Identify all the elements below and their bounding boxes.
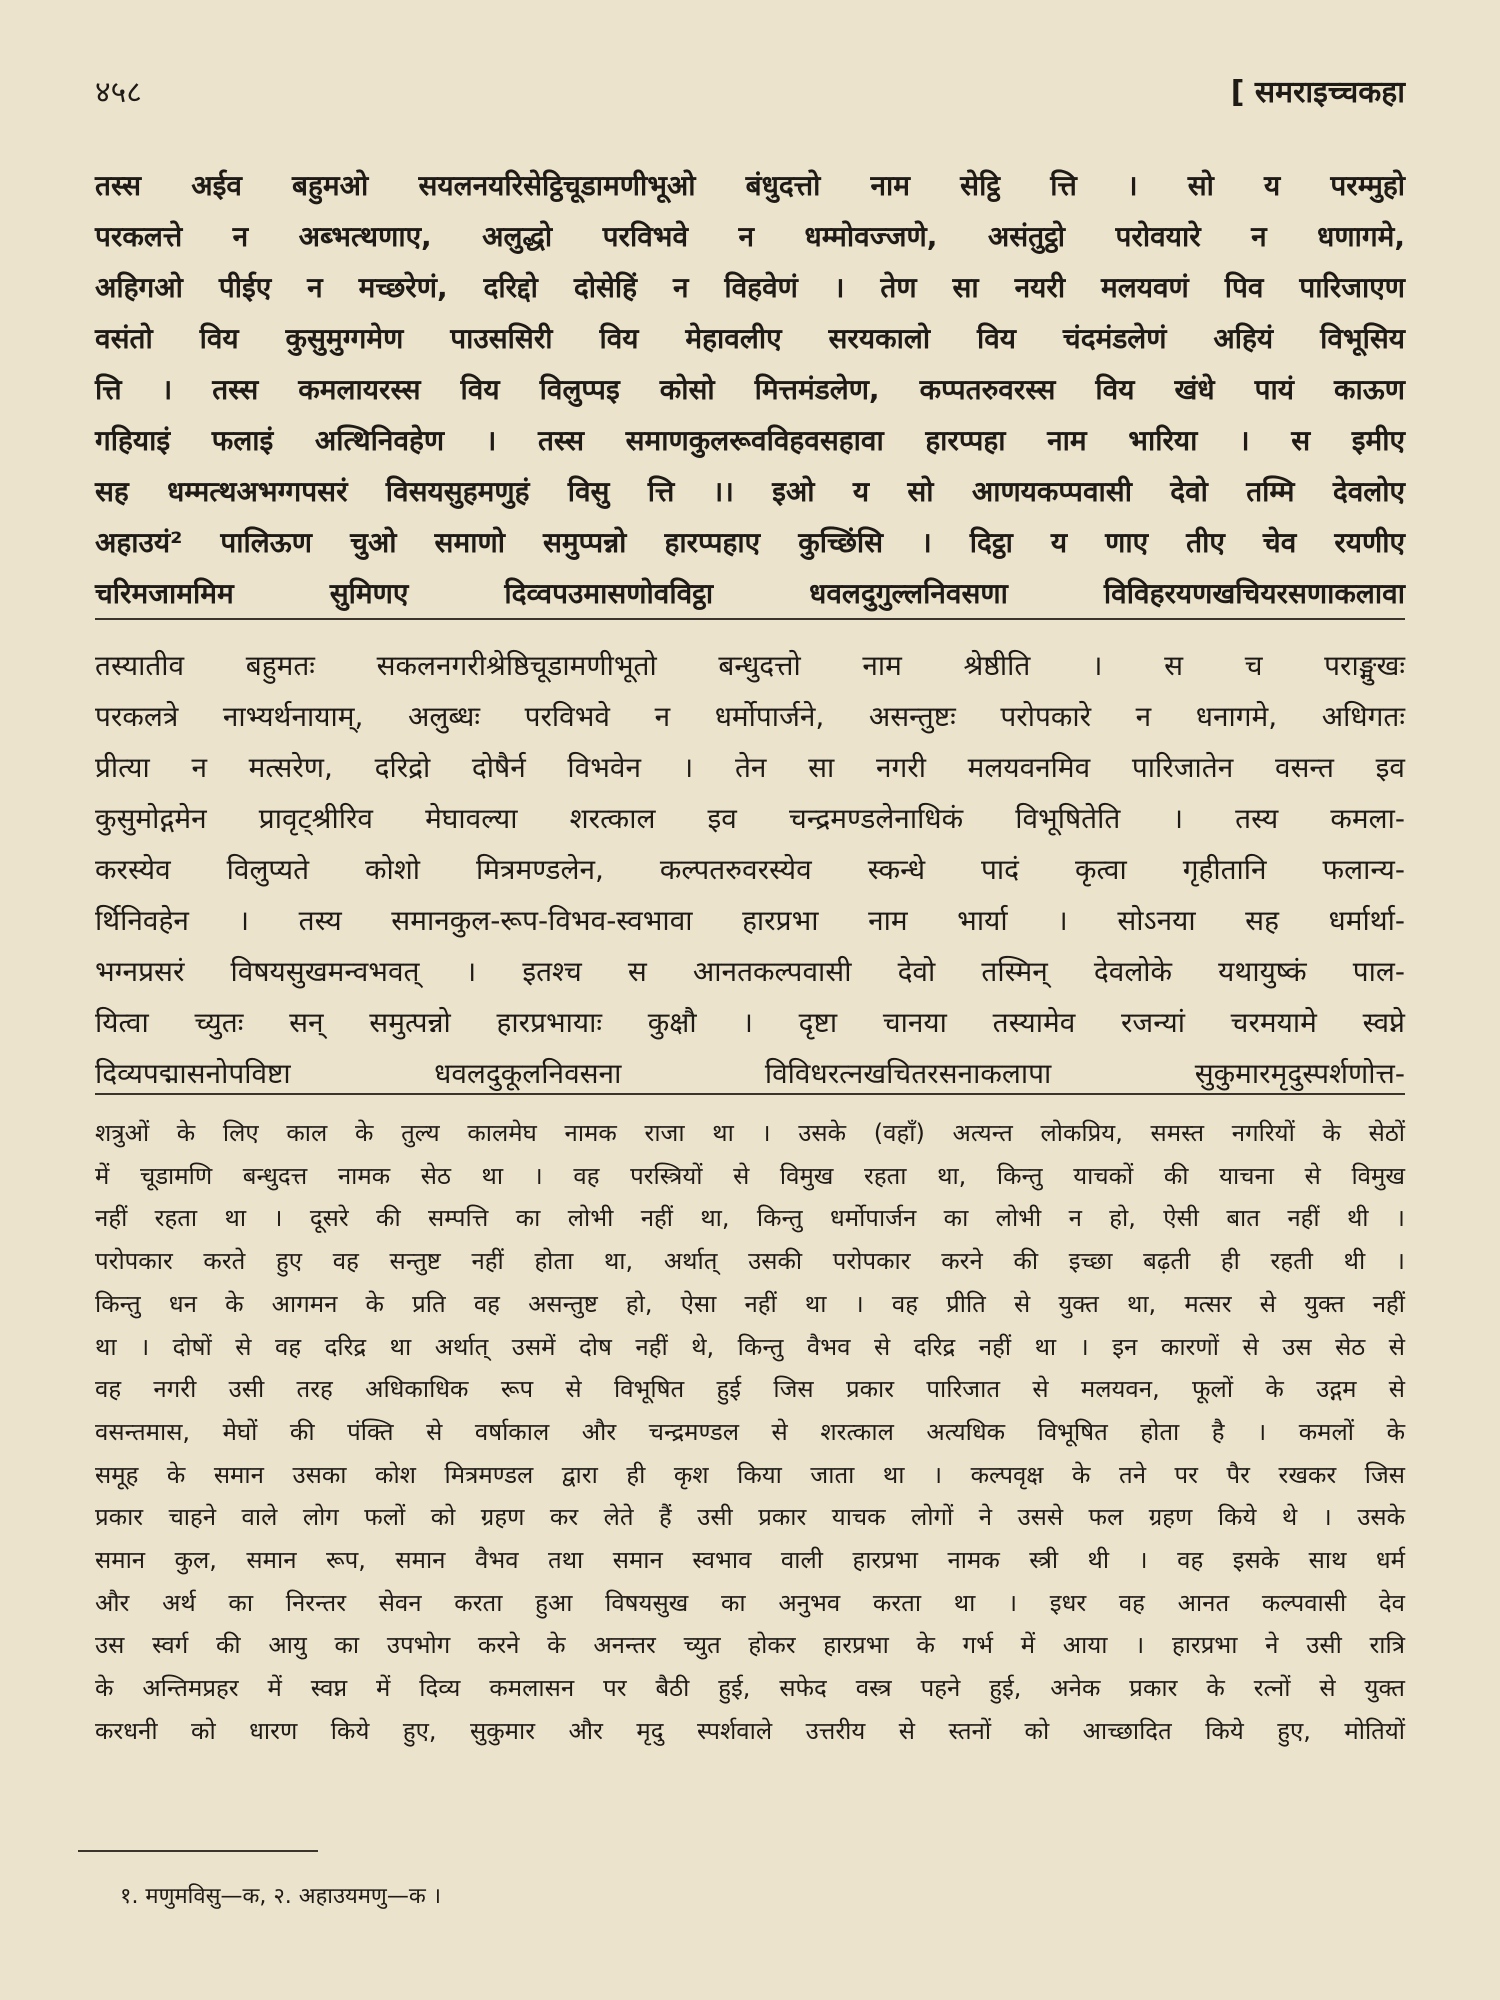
text-line: यित्वा च्युतः सन् समुत्पन्नो हारप्रभायाः कुक्षौ । दृष्टा चानया तस्यामेव रजन्यां चरमयामे स्वप्ने (95, 1006, 1405, 1039)
page-number: ४५८ (95, 75, 142, 110)
text-line: और अर्थ का निरन्तर सेवन करता हुआ विषयसुख का अनुभव करता था । इधर वह आनत कल्पवासी देव (95, 1588, 1405, 1617)
text-line: समूह के समान उसका कोश मित्रमण्डल द्वारा ही कृश किया जाता था । कल्पवृक्ष के तने पर पैर रखकर जिस (95, 1460, 1405, 1489)
text-line: के अन्तिमप्रहर में स्वप्न में दिव्य कमलासन पर बैठी हुई, सफेद वस्त्र पहने हुई, अनेक प्रकार के रत्नों से युक्त (95, 1674, 1405, 1703)
text-line: दिव्यपद्मासनोपविष्टा धवलदुकूलनिवसना विविधरत्नखचितरसनाकलापा सुकुमारमृदुस्पर्शणोत्त- (95, 1057, 1405, 1090)
footnote-divider (78, 1850, 318, 1852)
hindi-text-block (95, 1112, 1405, 1753)
footnote: १. मणुमविसु—क, २. अहाउयमणु—क । (120, 1884, 442, 1909)
text-line: भग्नप्रसरं विषयसुखमन्वभवत् । इतश्च स आनतकल्पवासी देवो तस्मिन् देवलोके यथायुष्कं पाल- (95, 955, 1405, 988)
text-line: र्थिनिवहेन । तस्य समानकुल-रूप-विभव-स्वभावा हारप्रभा नाम भार्या । सोऽनया सह धर्मार्था- (95, 904, 1405, 937)
text-line: परकलत्रे नाभ्यर्थनायाम्, अलुब्धः परविभवे न धर्मोपार्जने, असन्तुष्टः परोपकारे न धनागमे, अधिगतः (95, 700, 1405, 733)
text-line: सह धम्मत्थअभग्गपसरं विसयसुहमणुहं विसु त्ति ।। इओ य सो आणयकप्पवासी देवो तम्मि देवलोए (95, 475, 1405, 508)
sanskrit-text-block (95, 640, 1405, 1099)
text-line: शत्रुओं के लिए काल के तुल्य कालमेघ नामक राजा था । उसके (वहाँ) अत्यन्त लोकप्रिय, समस्त नगरियों के सेठों (95, 1119, 1405, 1147)
section-divider (95, 618, 1405, 620)
text-line: वसंतो विय कुसुमुग्गमेण पाउससिरी विय मेहावलीए सरयकालो विय चंदमंडलेणं अहियं विभूसिय (95, 322, 1405, 355)
text-line: था । दोषों से वह दरिद्र था अर्थात् उसमें दोष नहीं थे, किन्तु वैभव से दरिद्र नहीं था । इन कारणों से उस सेठ से (95, 1332, 1405, 1361)
text-line: समान कुल, समान रूप, समान वैभव तथा समान स्वभाव वाली हारप्रभा नामक स्त्री थी । वह इसके साथ धर्म (95, 1546, 1405, 1575)
text-line: तस्स अईव बहुमओ सयलनयरिसेट्ठिचूडामणीभूओ बंधुदत्तो नाम सेट्ठि त्ति । सो य परम्मुहो (95, 169, 1405, 202)
text-line: किन्तु धन के आगमन के प्रति वह असन्तुष्ट हो, ऐसा नहीं था । वह प्रीति से युक्त था, मत्सर से युक्त नहीं (95, 1289, 1405, 1318)
page-header (95, 70, 1405, 120)
text-line: उस स्वर्ग की आयु का उपभोग करने के अनन्तर च्युत होकर हारप्रभा के गर्भ में आया । हारप्रभा ने उसी रात्रि (95, 1631, 1405, 1660)
text-line: गहियाइं फलाइं अत्थिनिवहेण । तस्स समाणकुलरूवविहवसहावा हारप्पहा नाम भारिया । स इमीए (95, 424, 1405, 457)
text-line: वह नगरी उसी तरह अधिकाधिक रूप से विभूषित हुई जिस प्रकार पारिजात से मलयवन, फूलों के उद्गम से (95, 1375, 1405, 1404)
text-line: प्रकार चाहने वाले लोग फलों को ग्रहण कर लेते हैं उसी प्रकार याचक लोगों ने उससे फल ग्रहण किये थे । उसके (95, 1503, 1405, 1532)
text-line: नहीं रहता था । दूसरे की सम्पत्ति का लोभी नहीं था, किन्तु धर्मोपार्जन का लोभी न हो, ऐसी बात नहीं थी । (95, 1204, 1405, 1233)
text-line: प्रीत्या न मत्सरेण, दरिद्रो दोषैर्न विभवेन । तेन सा नगरी मलयवनमिव पारिजातेन वसन्त इव (95, 751, 1405, 784)
text-line: परकलत्ते न अब्भत्थणाए, अलुद्धो परविभवे न धम्मोवज्जणे, असंतुट्ठो परोवयारे न धणागमे, (95, 220, 1405, 253)
text-line: त्ति । तस्स कमलायरस्स विय विलुप्पइ कोसो मित्तमंडलेण, कप्पतरुवरस्स विय खंधे पायं काऊण (95, 373, 1405, 406)
text-line: कुसुमोद्गमेन प्रावृट्श्रीरिव मेघावल्या शरत्काल इव चन्द्रमण्डलेनाधिकं विभूषितेति । तस्य कमला- (95, 802, 1405, 835)
section-divider (95, 1093, 1405, 1095)
text-line: अहाउयं² पालिऊण चुओ समाणो समुप्पन्नो हारप्पहाए कुच्छिंसि । दिट्ठा य णाए तीए चेव रयणीए (95, 526, 1405, 559)
prakrit-text-block (95, 160, 1405, 619)
running-title: [ समराइच्चकहा (1230, 75, 1405, 110)
text-line: वसन्तमास, मेघों की पंक्ति से वर्षाकाल और चन्द्रमण्डल से शरत्काल अत्यधिक विभूषित होता है । कमलों के (95, 1417, 1405, 1446)
text-line: तस्यातीव बहुमतः सकलनगरीश्रेष्ठिचूडामणीभूतो बन्धुदत्तो नाम श्रेष्ठीति । स च पराङ्मुखः (95, 649, 1405, 682)
text-line: करधनी को धारण किये हुए, सुकुमार और मृदु स्पर्शवाले उत्तरीय से स्तनों को आच्छादित किये हुए, मोतियों (95, 1716, 1405, 1745)
text-line: में चूडामणि बन्धुदत्त नामक सेठ था । वह परस्त्रियों से विमुख रहता था, किन्तु याचकों की याचना से विमुख (95, 1161, 1405, 1190)
text-line: करस्येव विलुप्यते कोशो मित्रमण्डलेन, कल्पतरुवरस्येव स्कन्धे पादं कृत्वा गृहीतानि फलान्य- (95, 853, 1405, 886)
text-line: परोपकार करते हुए वह सन्तुष्ट नहीं होता था, अर्थात् उसकी परोपकार करने की इच्छा बढ़ती ही रहती थी । (95, 1247, 1405, 1276)
text-line: अहिगओ पीईए न मच्छरेणं, दरिद्दो दोसेहिं न विहवेणं । तेण सा नयरी मलयवणं पिव पारिजाएण (95, 271, 1405, 304)
text-line: चरिमजाममिम सुमिणए दिव्वपउमासणोवविट्ठा धवलदुगुल्लनिवसणा विविहरयणखचियरसणाकलावा (95, 577, 1405, 610)
